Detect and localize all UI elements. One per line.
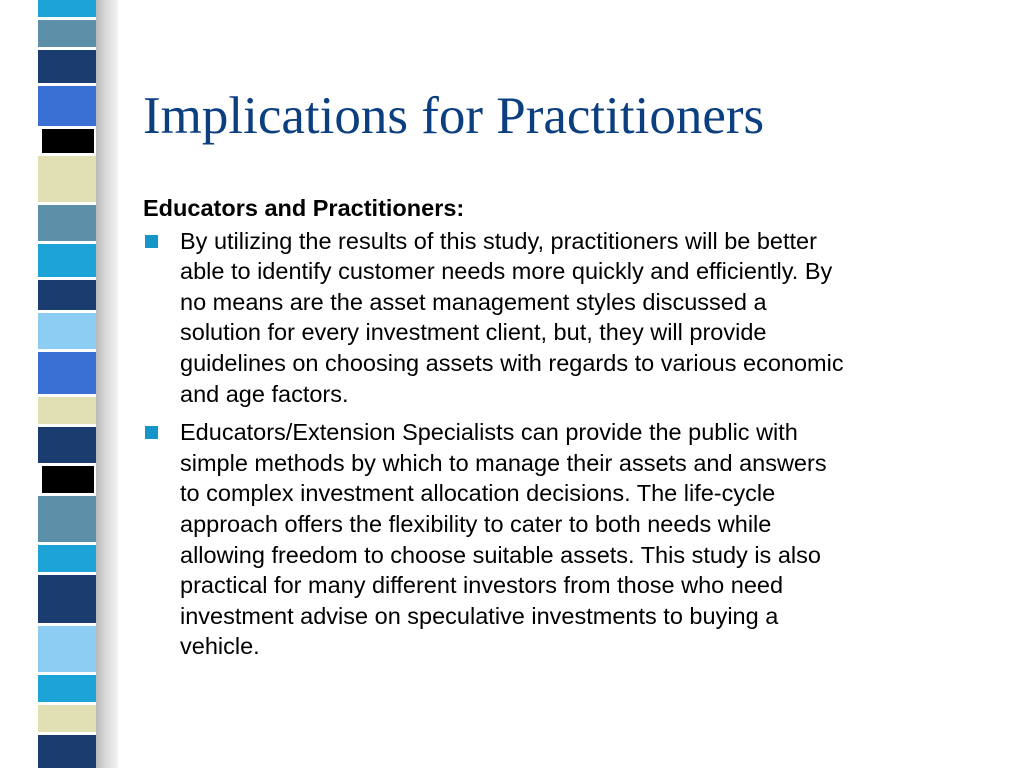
slide-body <box>143 193 993 670</box>
stripe-block <box>38 545 96 572</box>
stripe-block <box>38 20 96 47</box>
stripe-block <box>38 675 96 702</box>
stripe-block <box>38 397 96 424</box>
stripe-block <box>38 244 96 277</box>
stripe-block <box>38 735 96 768</box>
stripe-block <box>38 313 96 349</box>
stripe-shadow <box>96 0 118 768</box>
square-bullet-icon <box>145 426 158 439</box>
stripe-block <box>38 496 96 542</box>
bullet-item <box>143 226 993 410</box>
stripe-block <box>38 626 96 672</box>
stripe-block <box>42 466 94 493</box>
stripe-block <box>38 205 96 241</box>
stripe-block <box>38 352 96 394</box>
bullet-text: By utilizing the results of this study, practitioners will be better able to identify customer needs more quickly and efficiently. By no means are the asset management styles discussed a solution for every investment client, but, they will provide guidelines on choosing assets with regards to various economic and age factors. <box>180 227 844 407</box>
slide-title: Implications for Practitioners <box>143 87 765 145</box>
stripe-block <box>38 427 96 463</box>
stripe-block <box>38 0 96 17</box>
stripe-block <box>38 280 96 310</box>
bullet-list <box>143 226 993 662</box>
stripe-block <box>42 129 94 153</box>
stripe-block <box>38 575 96 623</box>
decorative-stripe <box>38 0 96 768</box>
stripe-block <box>38 86 96 126</box>
stripe-block <box>38 156 96 202</box>
stripe-block <box>38 705 96 732</box>
square-bullet-icon <box>145 235 158 248</box>
subheading: Educators and Practitioners: <box>143 195 465 221</box>
stripe-block <box>38 50 96 83</box>
bullet-text: Educators/Extension Specialists can provide the public with simple methods by which to manage their assets and answers to complex investment allocation decisions. The life-cycle approach offers the flexibility to cater to both needs while allowing freedom to choose suitable assets. This study is also practical for many different investors from those who need investment advise on speculative investments to buying a vehicle. <box>180 419 827 660</box>
bullet-item <box>143 417 993 662</box>
